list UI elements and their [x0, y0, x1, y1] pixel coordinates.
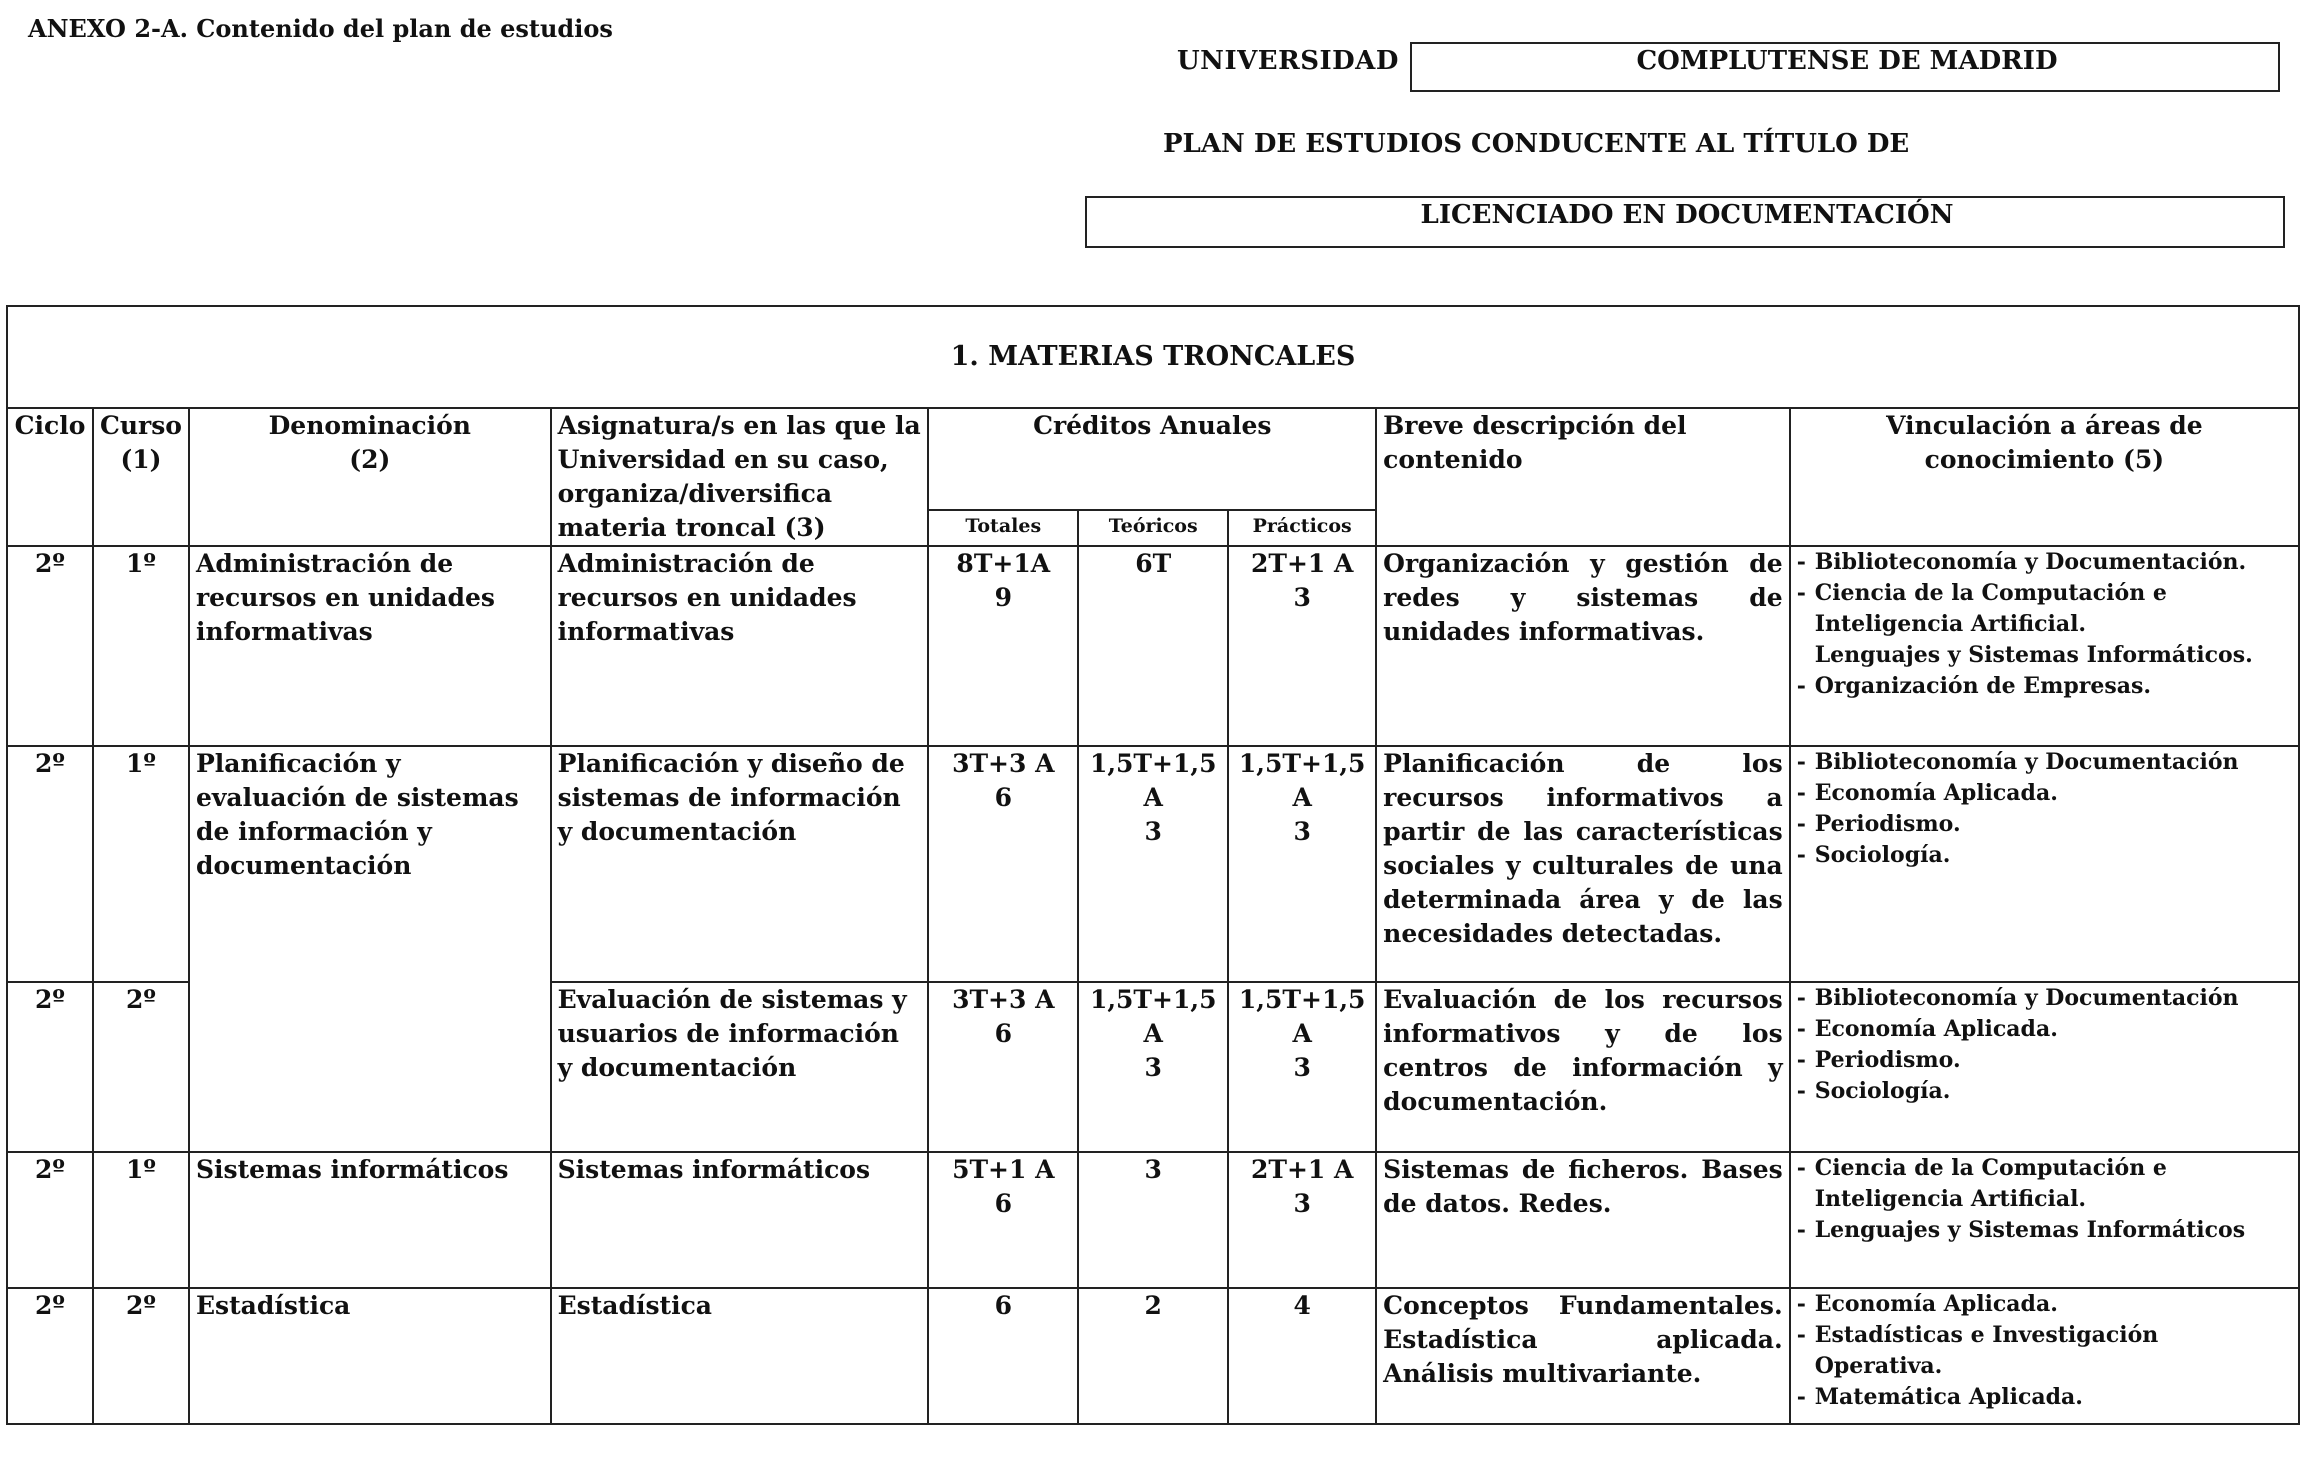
- cell-denominacion: Estadística: [189, 1288, 551, 1424]
- area-item: Lenguajes y Sistemas Informáticos.: [1814, 642, 2253, 668]
- cell-totales: 3T+3 A 6: [928, 746, 1078, 982]
- area-item: - Economía Aplicada.: [1797, 1014, 2292, 1045]
- col-denominacion: Denominación (2): [189, 408, 551, 546]
- university-label: UNIVERSIDAD: [1177, 46, 1399, 76]
- cell-asignatura: Sistemas informáticos: [551, 1152, 929, 1288]
- cell-totales: 8T+1A 9: [928, 546, 1078, 746]
- area-item: - Organización de Empresas.: [1797, 671, 2292, 702]
- cell-practicos: 4: [1228, 1288, 1376, 1424]
- cell-teoricos: 6T: [1078, 546, 1228, 746]
- cell-curso: 1º: [93, 1152, 189, 1288]
- area-item: - Ciencia de la Computación e Inteligencia Artificial.: [1797, 578, 2292, 640]
- university-name: COMPLUTENSE DE MADRID: [1636, 46, 2058, 76]
- cell-descripcion: Sistemas de ficheros. Bases de datos. Redes.: [1376, 1152, 1790, 1288]
- area-item: - Ciencia de la Computación e Inteligencia Artificial.: [1797, 1153, 2292, 1215]
- cell-ciclo: 2º: [7, 746, 93, 982]
- area-item: - Lenguajes y Sistemas Informáticos: [1797, 1215, 2292, 1246]
- cell-totales: 5T+1 A 6: [928, 1152, 1078, 1288]
- cell-asignatura: Planificación y diseño de sistemas de información y documentación: [551, 746, 929, 982]
- cell-practicos: 2T+1 A 3: [1228, 546, 1376, 746]
- cell-areas: [1790, 1152, 2299, 1288]
- cell-teoricos: 2: [1078, 1288, 1228, 1424]
- cell-ciclo: 2º: [7, 1288, 93, 1424]
- cell-totales: 3T+3 A 6: [928, 982, 1078, 1152]
- cell-denominacion: Planificación y evaluación de sistemas de información y documentación: [189, 746, 551, 1152]
- cell-teoricos: 1,5T+1,5 A 3: [1078, 746, 1228, 982]
- cell-asignatura: Administración de recursos en unidades informativas: [551, 546, 929, 746]
- cell-asignatura: Estadística: [551, 1288, 929, 1424]
- cell-curso: 2º: [93, 1288, 189, 1424]
- table-row: [7, 1288, 2299, 1424]
- cell-teoricos: 3: [1078, 1152, 1228, 1288]
- col-descripcion: Breve descripción del contenido: [1376, 408, 1790, 546]
- area-item: - Periodismo.: [1797, 1045, 2292, 1076]
- area-item: - Periodismo.: [1797, 809, 2292, 840]
- cell-ciclo: 2º: [7, 982, 93, 1152]
- caption-row: [7, 306, 2299, 408]
- table-row: [7, 546, 2299, 746]
- area-item: - Sociología.: [1797, 1076, 2292, 1107]
- cell-ciclo: 2º: [7, 1152, 93, 1288]
- area-item: - Estadísticas e Investigación Operativa.: [1797, 1320, 2292, 1382]
- cell-areas: [1790, 1288, 2299, 1424]
- col-totales: Totales: [928, 510, 1078, 546]
- cell-teoricos: 1,5T+1,5 A 3: [1078, 982, 1228, 1152]
- area-item: - Biblioteconomía y Documentación: [1797, 747, 2292, 778]
- area-item: - Economía Aplicada.: [1797, 778, 2292, 809]
- col-curso: Curso (1): [93, 408, 189, 546]
- table-row: [7, 1152, 2299, 1288]
- cell-descripcion: Conceptos Fundamentales. Estadística aplicada. Análisis multivariante.: [1376, 1288, 1790, 1424]
- cell-asignatura: Evaluación de sistemas y usuarios de información y documentación: [551, 982, 929, 1152]
- annex-heading: ANEXO 2-A. Contenido del plan de estudios: [28, 14, 613, 43]
- col-asignatura: Asignatura/s en las que la Universidad en su caso, organiza/diversifica materia troncal (3): [551, 408, 929, 546]
- degree-title-box: [1085, 196, 2285, 248]
- cell-areas: [1790, 546, 2299, 746]
- materias-troncales-table: [6, 305, 2300, 1425]
- cell-denominacion: Sistemas informáticos: [189, 1152, 551, 1288]
- cell-practicos: 1,5T+1,5 A 3: [1228, 982, 1376, 1152]
- col-practicos: Prácticos: [1228, 510, 1376, 546]
- area-item: - Biblioteconomía y Documentación: [1797, 983, 2292, 1014]
- area-item: - Matemática Aplicada.: [1797, 1382, 2292, 1413]
- area-item: - Sociología.: [1797, 840, 2292, 871]
- cell-curso: 2º: [93, 982, 189, 1152]
- cell-denominacion: Administración de recursos en unidades informativas: [189, 546, 551, 746]
- col-ciclo: Ciclo: [7, 408, 93, 546]
- cell-descripcion: Organización y gestión de redes y sistemas de unidades informativas.: [1376, 546, 1790, 746]
- cell-curso: 1º: [93, 746, 189, 982]
- area-item: - Biblioteconomía y Documentación.: [1797, 547, 2292, 578]
- table-caption: 1. MATERIAS TRONCALES: [7, 306, 2299, 408]
- cell-areas: [1790, 982, 2299, 1152]
- cell-areas: [1790, 746, 2299, 982]
- university-box: [1410, 42, 2280, 92]
- table-row: [7, 746, 2299, 982]
- cell-curso: 1º: [93, 546, 189, 746]
- plan-label: PLAN DE ESTUDIOS CONDUCENTE AL TÍTULO DE: [1163, 129, 1910, 159]
- col-vinculacion: Vinculación a áreas de conocimiento (5): [1790, 408, 2299, 546]
- cell-descripcion: Planificación de los recursos informativos a partir de las características sociales y culturales de una determinada área y de las necesidades detectadas.: [1376, 746, 1790, 982]
- cell-descripcion: Evaluación de los recursos informativos y de los centros de información y documentación.: [1376, 982, 1790, 1152]
- col-creditos: Créditos Anuales: [928, 408, 1376, 510]
- col-teoricos: Teóricos: [1078, 510, 1228, 546]
- header-row: [7, 408, 2299, 510]
- cell-totales: 6: [928, 1288, 1078, 1424]
- degree-title: LICENCIADO EN DOCUMENTACIÓN: [1420, 200, 1954, 230]
- area-item: - Economía Aplicada.: [1797, 1289, 2292, 1320]
- cell-ciclo: 2º: [7, 546, 93, 746]
- cell-practicos: 2T+1 A 3: [1228, 1152, 1376, 1288]
- cell-practicos: 1,5T+1,5 A 3: [1228, 746, 1376, 982]
